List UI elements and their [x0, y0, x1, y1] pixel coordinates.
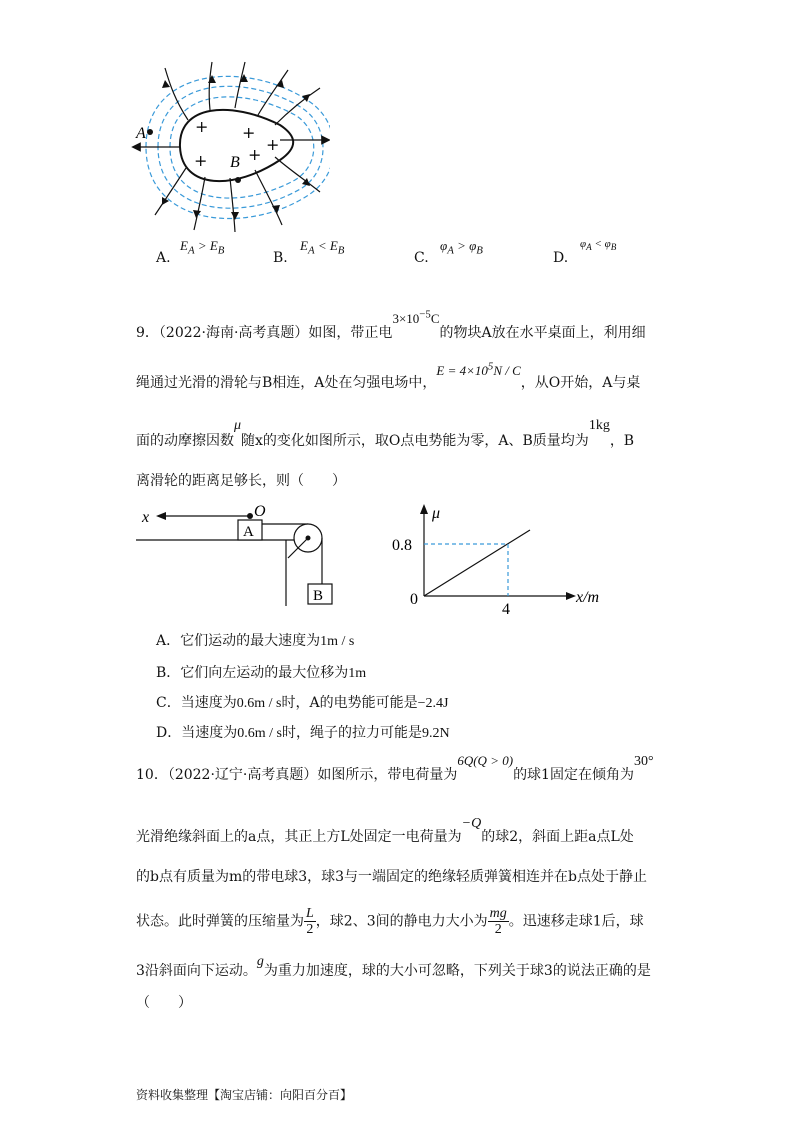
q9-option-c[interactable]: C．当速度为0.6m / s时，A的电势能可能是−2.4J [156, 695, 449, 711]
svg-text:4: 4 [502, 601, 510, 618]
field-line-figure [130, 60, 330, 235]
q10-line2: 光滑绝缘斜面上的a点，其正上方L处固定一电荷量为−Q的球2，斜面上距a点L处 [136, 816, 634, 845]
q9-option-d[interactable]: D．当速度为0.6m / s时，绳子的拉力可能是9.2N [156, 725, 450, 741]
q10-line5: 3沿斜面向下运动。g为重力加速度，球的大小可忽略，下列关于球3的说法正确的是 [136, 954, 651, 979]
svg-text:x/m: x/m [576, 589, 600, 606]
pulley-figure [136, 500, 376, 610]
svg-text:A: A [243, 524, 254, 540]
q10-line1: 10．（2022·辽宁·高考真题）如图所示，带电荷量为6Q(Q > 0)的球1固定在倾角为30° [136, 753, 654, 783]
svg-text:+: + [194, 151, 208, 170]
q8-option-a-expr: $E_A > E_B$ [180, 238, 225, 257]
q9-line4: 离滑轮的距离足够长，则（ ） [136, 473, 346, 489]
svg-text:μ: μ [432, 505, 441, 522]
q10-line3: 的b点有质量为m的带电球3，球3与一端固定的绝缘轻质弹簧相连并在b点处于静止 [136, 869, 648, 885]
svg-text:0.8: 0.8 [392, 537, 412, 554]
q10-line4: 状态。此时弹簧的压缩量为 $\frac{L}{2}$ ，球2、3间的静电力大小为 $\frac{mg}{2}$ 。迅速移走球1后，球 [136, 906, 644, 937]
q9-option-a[interactable]: A．它们运动的最大速度为1m / s [156, 633, 355, 649]
q9-line1: 9．（2022·海南·高考真题）如图，带正电$3\times 10^{-5}C$的物块A放在水平桌面上，利用细 [136, 308, 646, 341]
q9-line3: 面的动摩擦因数μ随x的变化如图所示，取O点电势能为零，A、B质量均为1kg，B [136, 418, 635, 449]
svg-text:+: + [195, 117, 209, 136]
q8-option-c[interactable]: C. [414, 250, 429, 266]
q8-option-d-expr: $\varphi_A < \varphi_B$ [580, 238, 617, 253]
q8-option-a[interactable]: A. [156, 250, 171, 266]
q8-option-b[interactable]: B. [273, 250, 288, 266]
svg-text:x: x [142, 509, 150, 526]
q9-option-b[interactable]: B．它们向左运动的最大位移为1m [156, 665, 367, 681]
svg-text:+: + [266, 135, 280, 154]
q8-option-d[interactable]: D. [553, 250, 569, 266]
svg-text:B: B [313, 588, 324, 604]
svg-text:+: + [242, 123, 256, 142]
label-b: B [230, 154, 240, 171]
q10-line6: （ ） [136, 995, 192, 1011]
q8-option-b-expr: $E_A < E_B$ [300, 238, 345, 257]
footer: 资料收集整理【淘宝店铺：向阳百分百】 [136, 1088, 353, 1102]
mu-x-graph [380, 500, 620, 620]
q8-option-c-expr: $\varphi_A > \varphi_B$ [440, 238, 483, 257]
svg-text:+: + [248, 145, 262, 164]
svg-text:O: O [254, 503, 266, 520]
svg-text:0: 0 [410, 591, 418, 608]
q9-line2: 绳通过光滑的滑轮与B相连，A处在匀强电场中，$E = 4\times 10^5N / C$，从O开始，A与桌 [136, 360, 641, 391]
label-a: A [136, 125, 146, 142]
